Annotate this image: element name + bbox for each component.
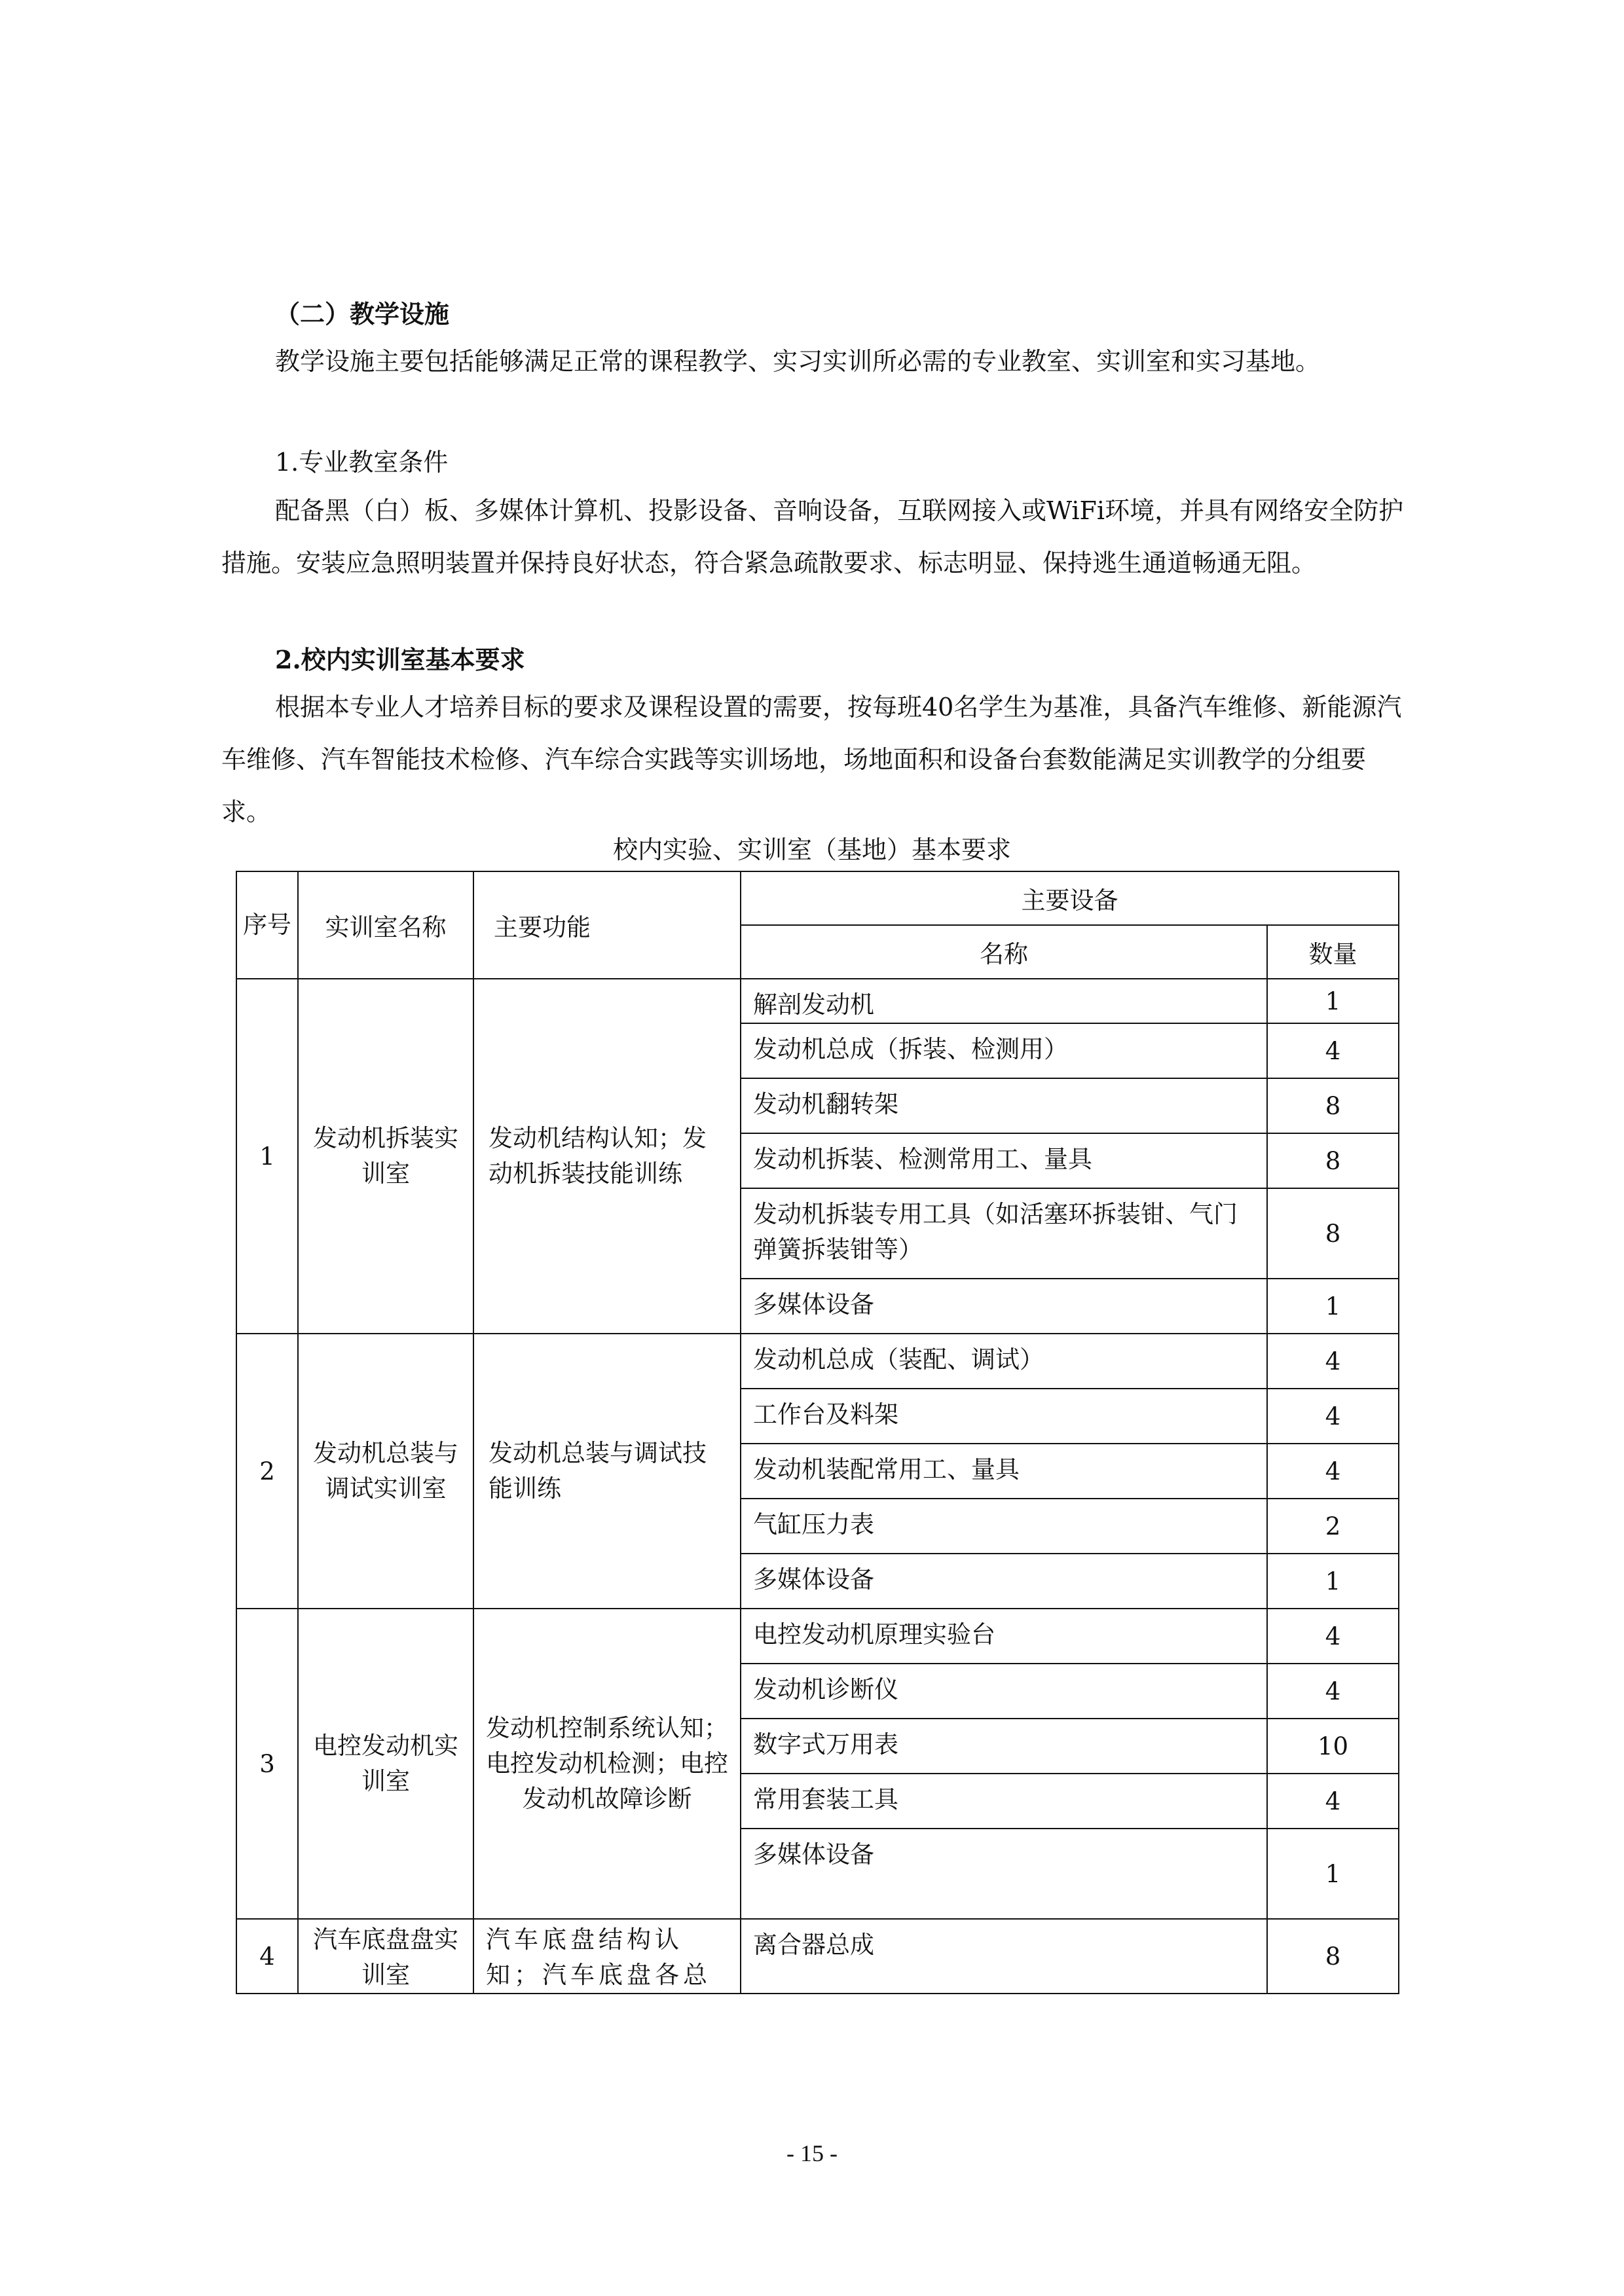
row-function: 发动机控制系统认知；电控发动机检测；电控发动机故障诊断: [473, 1609, 741, 1919]
equipment-name: 电控发动机原理实验台: [741, 1609, 1267, 1664]
equipment-qty: 1: [1267, 1279, 1399, 1334]
equipment-name: 气缸压力表: [741, 1499, 1267, 1554]
row-seq: 3: [236, 1609, 298, 1919]
section-title: （二）教学设施: [275, 299, 450, 329]
subsection-2-text: 根据本专业人才培养目标的要求及课程设置的需要，按每班40名学生为基准，具备汽车维修、新能源汽车维修、汽车智能技术检修、汽车综合实践等实训场地，场地面积和设备台套数能满足实训教学的分组要求。: [221, 693, 1402, 826]
table-row: [236, 1334, 1399, 1389]
equipment-qty: 4: [1267, 1444, 1399, 1499]
equipment-name: 离合器总成: [741, 1919, 1267, 1994]
equipment-name: 常用套装工具: [741, 1774, 1267, 1829]
row-seq: 4: [236, 1919, 298, 1994]
table-row: [236, 1609, 1399, 1664]
row-function: 发动机总装与调试技能训练: [473, 1334, 741, 1609]
equipment-qty: 1: [1267, 1829, 1399, 1919]
equipment-qty: 1: [1267, 979, 1399, 1023]
row-room: 发动机拆装实训室: [298, 979, 473, 1334]
equipment-qty: 4: [1267, 1664, 1399, 1719]
page-number: - 15 -: [786, 2140, 838, 2166]
table-caption: 校内实验、实训室（基地）基本要求: [612, 835, 1011, 864]
equipment-name: 工作台及料架: [741, 1389, 1267, 1444]
equipment-qty: 10: [1267, 1719, 1399, 1774]
subsection-1-title: 1.专业教室条件: [275, 448, 449, 477]
row-room: 汽车底盘盘实训室: [298, 1919, 473, 1994]
row-function: 发动机结构认知；发动机拆装技能训练: [473, 979, 741, 1334]
subsection-2-title: 2.校内实训室基本要求: [275, 645, 525, 674]
row-function: 汽车底盘结构认知；汽车底盘各总: [473, 1919, 741, 1994]
equipment-qty: 8: [1267, 1078, 1399, 1133]
equipment-qty: 4: [1267, 1023, 1399, 1078]
equipment-qty: 4: [1267, 1609, 1399, 1664]
header-equipment: 主要设备: [741, 871, 1399, 925]
intro-paragraph: 教学设施主要包括能够满足正常的课程教学、实习实训所必需的专业教室、实训室和实习基地。: [275, 347, 1321, 376]
equipment-name: 发动机总成（拆装、检测用）: [741, 1023, 1267, 1078]
row-room: 发动机总装与调试实训室: [298, 1334, 473, 1609]
row-seq: 2: [236, 1334, 298, 1609]
table-row: [236, 1919, 1399, 1994]
table-row: [236, 979, 1399, 1023]
equipment-qty: 1: [1267, 1554, 1399, 1609]
subsection-1-text: 配备黑（白）板、多媒体计算机、投影设备、音响设备，互联网接入或WiFi环境，并具有网络安全防护措施。安装应急照明装置并保持良好状态，符合紧急疏散要求、标志明显、保持逃生通道畅通无阻。: [221, 496, 1404, 577]
equipment-name: 发动机总成（装配、调试）: [741, 1334, 1267, 1389]
row-seq: 1: [236, 979, 298, 1334]
equipment-name: 发动机拆装、检测常用工、量具: [741, 1133, 1267, 1188]
equipment-qty: 8: [1267, 1188, 1399, 1279]
equipment-name: 发动机翻转架: [741, 1078, 1267, 1133]
equipment-name: 多媒体设备: [741, 1554, 1267, 1609]
lab-requirements-table: [236, 871, 1399, 1994]
equipment-name: 多媒体设备: [741, 1829, 1267, 1919]
header-room: 实训室名称: [298, 871, 473, 979]
equipment-qty: 2: [1267, 1499, 1399, 1554]
equipment-qty: 4: [1267, 1334, 1399, 1389]
row-room: 电控发动机实训室: [298, 1609, 473, 1919]
equipment-qty: 8: [1267, 1919, 1399, 1994]
equipment-name: 数字式万用表: [741, 1719, 1267, 1774]
equipment-name: 多媒体设备: [741, 1279, 1267, 1334]
equipment-name: 发动机诊断仪: [741, 1664, 1267, 1719]
header-eq-qty: 数量: [1267, 925, 1399, 979]
equipment-name: 发动机装配常用工、量具: [741, 1444, 1267, 1499]
equipment-qty: 4: [1267, 1774, 1399, 1829]
equipment-qty: 8: [1267, 1133, 1399, 1188]
header-seq: 序号: [236, 871, 298, 979]
equipment-qty: 4: [1267, 1389, 1399, 1444]
equipment-name: 发动机拆装专用工具（如活塞环拆装钳、气门弹簧拆装钳等）: [741, 1188, 1267, 1279]
equipment-name: 解剖发动机: [741, 979, 1267, 1023]
header-function: 主要功能: [473, 871, 741, 979]
header-eq-name: 名称: [741, 925, 1267, 979]
